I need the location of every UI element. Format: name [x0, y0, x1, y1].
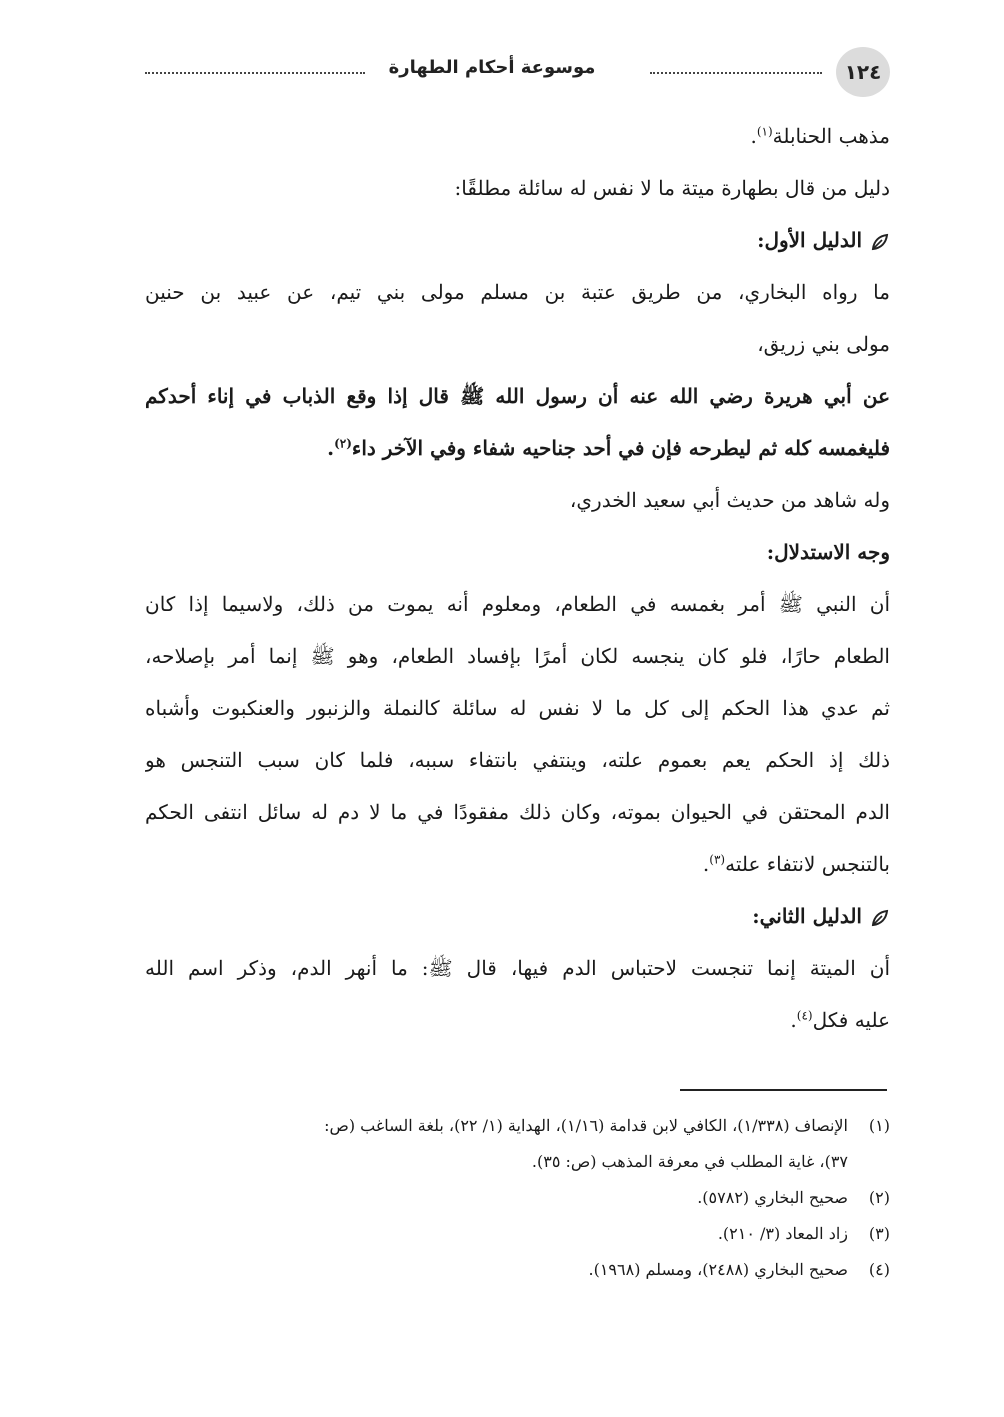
text-line: ثم عدي هذا الحكم إلى كل ما لا نفس له سائلة كالنملة والزنبور والعنكبوت وأشباه [145, 696, 890, 720]
text-line: أن الميتة إنما تنجست لاحتباس الدم فيها، قال ﷺ: ما أنهر الدم، وذكر اسم الله [145, 956, 890, 980]
page-header [145, 44, 890, 100]
hadith-line: فليغمسه كله ثم ليطرحه فإن في أحد جناحيه شفاء وفي الآخر داء$^{(٢)}$. [327, 436, 890, 460]
hadith-line: عن أبي هريرة رضي الله عنه أن رسول الله ﷺ قال إذا وقع الذباب في إناء أحدكم [145, 384, 890, 408]
footnote [145, 1108, 890, 1144]
text-line: ما رواه البخاري، من طريق عتبة بن مسلم مولى بني تيم، عن عبيد بن حنين [145, 280, 890, 304]
footnote [145, 1144, 890, 1180]
book-title: موسوعة أحكام الطهارة [388, 57, 596, 78]
text-line: وله شاهد من حديث أبي سعيد الخدري، [569, 488, 890, 512]
footnote-ref: (١) [756, 124, 773, 139]
text-line: دليل من قال بطهارة ميتة ما لا نفس له سائلة مطلقًا: [454, 176, 890, 200]
footnote-number: (١) [868, 1116, 890, 1135]
footnote-text: ٣٧)، غاية المطلب في معرفة المذهب (ص: ٣٥). [531, 1152, 848, 1171]
footnote-ref: (٣) [709, 852, 726, 867]
text-line: الدم المحتقن في الحيوان بموته، وكان ذلك مفقودًا في ما لا دم له سائل انتفى الحكم [145, 800, 890, 824]
footnote-ref: (٤) [796, 1008, 813, 1023]
footnote-number: (٣) [868, 1224, 890, 1243]
text-line: أن النبي ﷺ أمر بغمسه في الطعام، ومعلوم أنه يموت من ذلك، ولاسيما إذا كان [145, 592, 890, 616]
text-line: بالتنجس لانتفاء علته$^{(٣)}$. [702, 852, 890, 876]
footnote-number: (٢) [868, 1188, 890, 1207]
header-dots-right [650, 72, 822, 74]
text-line: مذهب الحنابلة$^{(١)}$. [750, 124, 890, 148]
section-heading: الدليل الأول: [145, 214, 890, 266]
leaf-icon [870, 908, 890, 928]
footnote-text: الإنصاف (١/٣٣٨)، الكافي لابن قدامة (١/١٦)، الهداية (١/ ٢٢)، بلغة الساغب (ص: [324, 1116, 848, 1135]
text-line: عليه فكل$^{(٤)}$. [790, 1008, 890, 1032]
footnote [145, 1180, 890, 1216]
section-heading: الدليل الثاني: [145, 890, 890, 942]
footnote-ref: (٢) [334, 436, 352, 451]
text-line: الطعام حارًا، فلو كان ينجسه لكان أمرًا بإفساد الطعام، وهو ﷺ إنما أمر بإصلاحه، [145, 644, 890, 668]
text-line: ذلك إذ الحكم يعم بعموم علته، وينتفي بانتفاء سببه، فلما كان سبب التنجس هو [145, 748, 890, 772]
footnote-text: صحيح البخاري (٢٤٨٨)، ومسلم (١٩٦٨). [588, 1260, 848, 1279]
footnote-text: زاد المعاد (٣/ ٢١٠). [717, 1224, 848, 1243]
footnote [145, 1216, 890, 1252]
footnote-separator [680, 1089, 887, 1091]
footnote [145, 1252, 890, 1288]
page-number: ١٢٤ [836, 47, 890, 97]
footnotes [145, 1108, 890, 1288]
header-dots-left [145, 72, 365, 74]
footnote-number: (٤) [868, 1260, 890, 1279]
text-line: مولى بني زريق، [757, 332, 890, 356]
footnote-text: صحيح البخاري (٥٧٨٢). [697, 1188, 848, 1207]
section-heading: وجه الاستدلال: [766, 540, 890, 564]
leaf-icon [870, 232, 890, 252]
main-text [145, 110, 890, 1046]
